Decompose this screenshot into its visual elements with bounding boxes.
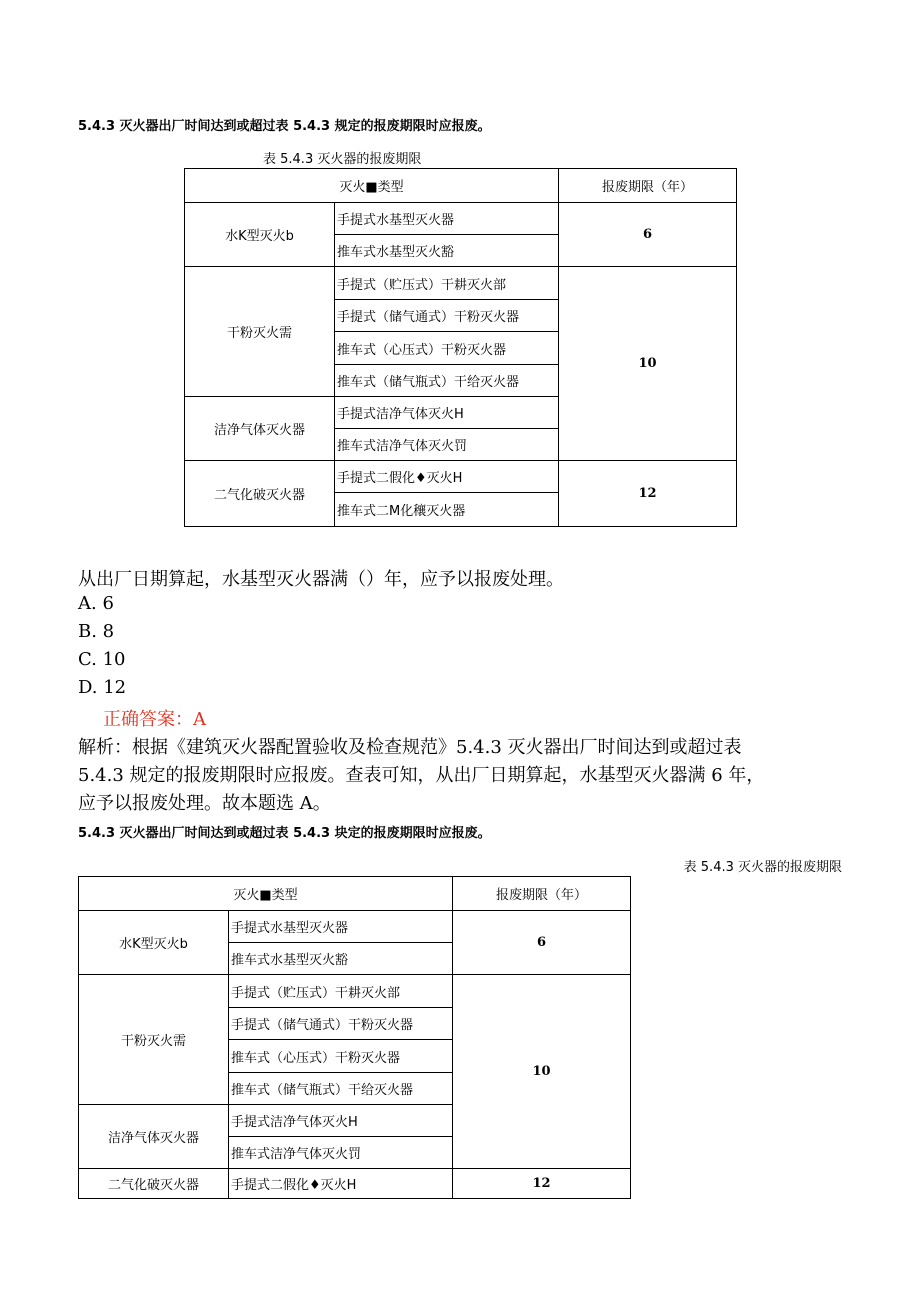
table1-cell: 手提式洁净气体灭火H (335, 397, 559, 429)
table1-cell: 推车式（心压式）干粉灭火器 (335, 332, 559, 365)
table2-group-co2: 二气化破灭火器 (79, 1169, 229, 1199)
table1 (184, 168, 737, 527)
table2-group-powder: 干粉灭火需 (79, 975, 229, 1105)
table1-caption: 表 5.4.3 灭火器的报废期限 (263, 152, 422, 167)
option-d: D. 12 (78, 677, 127, 698)
table2-header-type: 灭火■类型 (79, 877, 453, 911)
table2-years-co2: 12 (453, 1169, 631, 1199)
table1-cell: 推车式二M化穰灭火器 (335, 493, 559, 527)
table2 (78, 876, 631, 1199)
option-a: A. 6 (78, 593, 114, 614)
table1-years-water: 6 (559, 203, 737, 267)
table1-cell: 手提式（储气通式）干粉灭火器 (335, 300, 559, 332)
table1-group-water: 水K型灭火b (185, 203, 335, 267)
table2-cell: 手提式（储气通式）干粉灭火器 (229, 1008, 453, 1040)
table2-cell: 推车式（储气瓶式）干给灭火器 (229, 1073, 453, 1105)
table1-cell: 推车式水基型灭火豁 (335, 235, 559, 267)
table2-cell: 手提式洁净气体灭火H (229, 1105, 453, 1137)
table2-cell: 手提式水基型灭火器 (229, 911, 453, 943)
table1-header-years: 报废期限（年） (559, 169, 737, 203)
table2-group-gas: 洁净气体灭火器 (79, 1105, 229, 1169)
table2-cell: 手提式二假化♦灭火H (229, 1169, 453, 1199)
analysis-line-3: 应予以报废处理。故本题选 A。 (78, 793, 331, 814)
table1-header-type: 灭火■类型 (185, 169, 559, 203)
table1-group-powder: 干粉灭火需 (185, 267, 335, 397)
table1-cell: 手提式二假化♦灭火H (335, 461, 559, 493)
top-clause: 5.4.3 灭火器出厂时间达到或超过表 5.4.3 规定的报废期限时应报废。 (78, 119, 491, 134)
correct-answer: 正确答案：A (103, 709, 206, 730)
table1-cell: 推车式（储气瓶式）干给灭火器 (335, 365, 559, 397)
analysis-line-1: 解析：根据《建筑灭火器配置验收及检查规范》5.4.3 灭火器出厂时间达到或超过表 (78, 737, 742, 758)
analysis-line-2: 5.4.3 规定的报废期限时应报废。查表可知，从出厂日期算起，水基型灭火器满 6 年， (78, 765, 765, 786)
table1-years-powder-gas: 10 (559, 267, 737, 461)
table2-cell: 手提式（贮压式）干耕灭火部 (229, 975, 453, 1008)
question-stem: 从出厂日期算起，水基型灭火器满（）年，应予以报废处理。 (78, 569, 564, 590)
table2-years-powder-gas: 10 (453, 975, 631, 1169)
table2-cell: 推车式（心压式）干粉灭火器 (229, 1040, 453, 1073)
table2-group-water: 水K型灭火b (79, 911, 229, 975)
table1-cell: 手提式水基型灭火器 (335, 203, 559, 235)
table1-cell: 推车式洁净气体灭火罚 (335, 429, 559, 461)
option-c: C. 10 (78, 649, 126, 670)
bottom-clause: 5.4.3 灭火器出厂时间达到或超过表 5.4.3 块定的报废期限时应报废。 (78, 826, 491, 841)
option-b: B. 8 (78, 621, 115, 642)
table1-cell: 手提式（贮压式）干耕灭火部 (335, 267, 559, 300)
table1-group-gas: 洁净气体灭火器 (185, 397, 335, 461)
table1-group-co2: 二气化破灭火器 (185, 461, 335, 527)
table2-cell: 推车式水基型灭火豁 (229, 943, 453, 975)
table1-years-co2: 12 (559, 461, 737, 527)
table2-years-water: 6 (453, 911, 631, 975)
table2-cell: 推车式洁净气体灭火罚 (229, 1137, 453, 1169)
table2-caption: 表 5.4.3 灭火器的报废期限 (683, 860, 842, 875)
table2-header-years: 报废期限（年） (453, 877, 631, 911)
